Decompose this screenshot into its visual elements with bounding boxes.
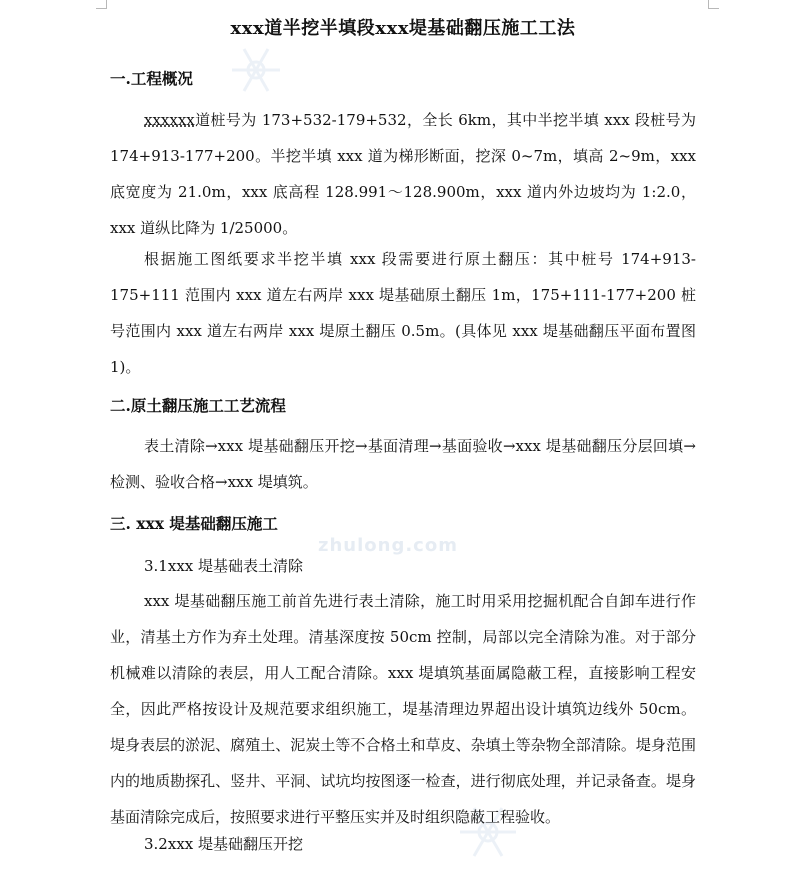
page-corner-mark-right	[708, 0, 719, 9]
section-heading-2: 二.原土翻压施工工艺流程	[110, 396, 286, 415]
paragraph-overview-1: xxxxxx道桩号为 173+532-179+532，全长 6km，其中半挖半填 xxx 段桩号为 174+913-177+200。半挖半填 xxx 道为梯形断面，挖深 0~7m，填高 2~9m，xxx 底宽度为 21.0m，xxx 底高程 128.991～128.900m，xxx 道内外边坡均为 1:2.0，xxx 道纵比降为 1/25000。	[110, 111, 696, 237]
section-heading-1: 一.工程概况	[110, 69, 193, 88]
document-title: xxx道半挖半填段xxx堤基础翻压施工工法	[230, 18, 576, 39]
snowflake-watermark-icon	[228, 42, 284, 98]
paragraph-overview-2: 根据施工图纸要求半挖半填 xxx 段需要进行原土翻压：其中桩号 174+913-175+111 范围内 xxx 道左右两岸 xxx 堤基础原土翻压 1m，175+111-177+200 桩号范围内 xxx 道左右两岸 xxx 堤原土翻压 0.5m。(具体见 xxx 堤基础翻压平面布置图 1)。	[110, 250, 696, 376]
paragraph-topsoil-clearing: xxx 堤基础翻压施工前首先进行表土清除，施工时用采用挖掘机配合自卸车进行作业，清基土方作为弃土处理。清基深度按 50cm 控制，局部以完全清除为准。对于部分机械难以清除的表层，用人工配合清除。xxx 堤填筑基面属隐蔽工程，直接影响工程安全，因此严格按设计及规范要求组织施工，堤基清理边界超出设计填筑边线外 50cm。堤身表层的淤泥、腐殖土、泥炭土等不合格土和草皮、杂填土等杂物全部清除。堤身范围内的地质勘探孔、竖井、平洞、试坑均按图逐一检查，进行彻底处理，并记录备查。堤身基面清除完成后，按照要求进行平整压实并及时组织隐蔽工程验收。	[110, 592, 696, 826]
section-heading-3: 三. xxx 堤基础翻压施工	[110, 514, 278, 533]
watermark-text: zhulong.com	[318, 535, 458, 556]
road-name-placeholder: xxxxxx	[144, 111, 195, 129]
subsection-heading-3-1: 3.1xxx 堤基础表土清除	[144, 557, 304, 575]
paragraph-process-flow: 表土清除→xxx 堤基础翻压开挖→基面清理→基面验收→xxx 堤基础翻压分层回填→检测、验收合格→xxx 堤填筑。	[110, 437, 696, 491]
page-corner-mark-left	[96, 0, 107, 9]
subsection-heading-3-2: 3.2xxx 堤基础翻压开挖	[144, 835, 304, 853]
